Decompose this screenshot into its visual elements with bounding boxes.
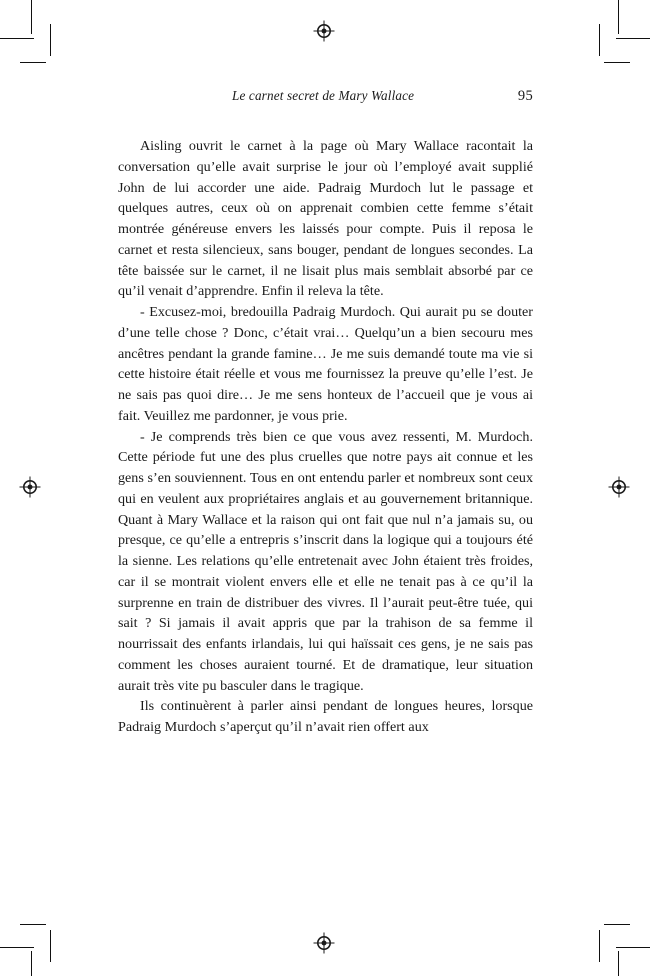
body-paragraph: - Excusez-moi, bredouilla Padraig Murdoch. Qui aurait pu se douter d’une telle chose ? Donc, c’était vrai… Quelqu’un a bien secouru mes ancêtres pendant la grande famine… Je me suis demandé toute ma vie si cette histoire était réelle et vous me fournissez la preuve qu’elle l’est. Je ne sais pas quoi dire… Je me sens honteux de l’accueil que je vous ai fait. Veuillez me pardonner, je vous prie.: [118, 304, 533, 424]
page-number: 95: [517, 88, 533, 104]
crop-mark-top-left-trim-horizontal: [0, 38, 34, 39]
registration-mark-bottom: [313, 932, 335, 954]
crop-mark-top-right-trim-horizontal: [616, 38, 650, 39]
crop-mark-top-right-trim-vertical: [618, 0, 619, 34]
body-paragraph: Ils continuèrent à parler ainsi pendant de longues heures, lorsque Padraig Murdoch s’aperçut qu’il n’avait rien offert aux: [118, 698, 533, 735]
crop-mark-bottom-left-trim-vertical: [31, 951, 32, 976]
crop-mark-bottom-right-trim-horizontal: [616, 947, 650, 948]
crop-mark-bottom-right-bleed-horizontal: [604, 924, 630, 925]
crop-mark-top-left-bleed-vertical: [50, 24, 51, 56]
registration-mark-top: [313, 20, 335, 42]
crop-mark-bottom-left-bleed-vertical: [50, 930, 51, 962]
crop-mark-bottom-left-bleed-horizontal: [20, 924, 46, 925]
crop-mark-top-right-bleed-vertical: [599, 24, 600, 56]
crop-mark-top-left-bleed-horizontal: [20, 62, 46, 63]
body-text-block: [118, 136, 533, 738]
running-head-title: Le carnet secret de Mary Wallace: [232, 88, 415, 103]
body-paragraph: Aisling ouvrit le carnet à la page où Mary Wallace racontait la conversation qu’elle avait surprise le jour où l’employé avait supplié John de lui accorder une aide. Padraig Murdoch lut le passage et quelques autres, ceux où on apprenait combien cette femme s’était montrée généreuse envers les laissés pour compte. Puis il reposa le carnet et resta silencieux, sans bouger, pendant de longues secondes. La tête baissée sur le carnet, il ne lisait plus mais semblait absorbé par ce qu’il venait d’apprendre. Enfin il releva la tête.: [118, 138, 533, 300]
crop-mark-bottom-left-trim-horizontal: [0, 947, 34, 948]
body-paragraph: - Je comprends très bien ce que vous avez ressenti, M. Murdoch. Cette période fut une des plus cruelles que notre pays ait connue et les gens s’en souviennent. Tous en ont entendu parler et nombreux sont ceux qui en veulent aux propriétaires anglais et au gouvernement britannique. Quant à Mary Wallace et la raison qui ont fait que nul n’a jamais su, ou presque, ce qu’elle a entrepris s’inscrit dans la logique qui a toujours été la sienne. Les relations qu’elle entretenait avec John étaient très froides, car il se montrait violent envers elle et elle ne tenait pas à ce qu’il la surprenne en train de distribuer des vivres. Il l’aurait peut-être tuée, qui sait ? Si jamais il avait appris que par la trahison de sa femme il nourrissait des enfants irlandais, lui qui haïssait ces gens, je ne sais pas comment les choses auraient tourné. Et de dramatique, leur situation aurait très vite pu basculer dans le tragique.: [118, 428, 533, 694]
crop-mark-top-left-trim-vertical: [31, 0, 32, 34]
registration-mark-right: [608, 476, 630, 498]
crop-mark-top-right-bleed-horizontal: [604, 62, 630, 63]
crop-mark-bottom-right-bleed-vertical: [599, 930, 600, 962]
running-head: [118, 88, 533, 110]
registration-mark-left: [19, 476, 41, 498]
crop-mark-bottom-right-trim-vertical: [618, 951, 619, 976]
